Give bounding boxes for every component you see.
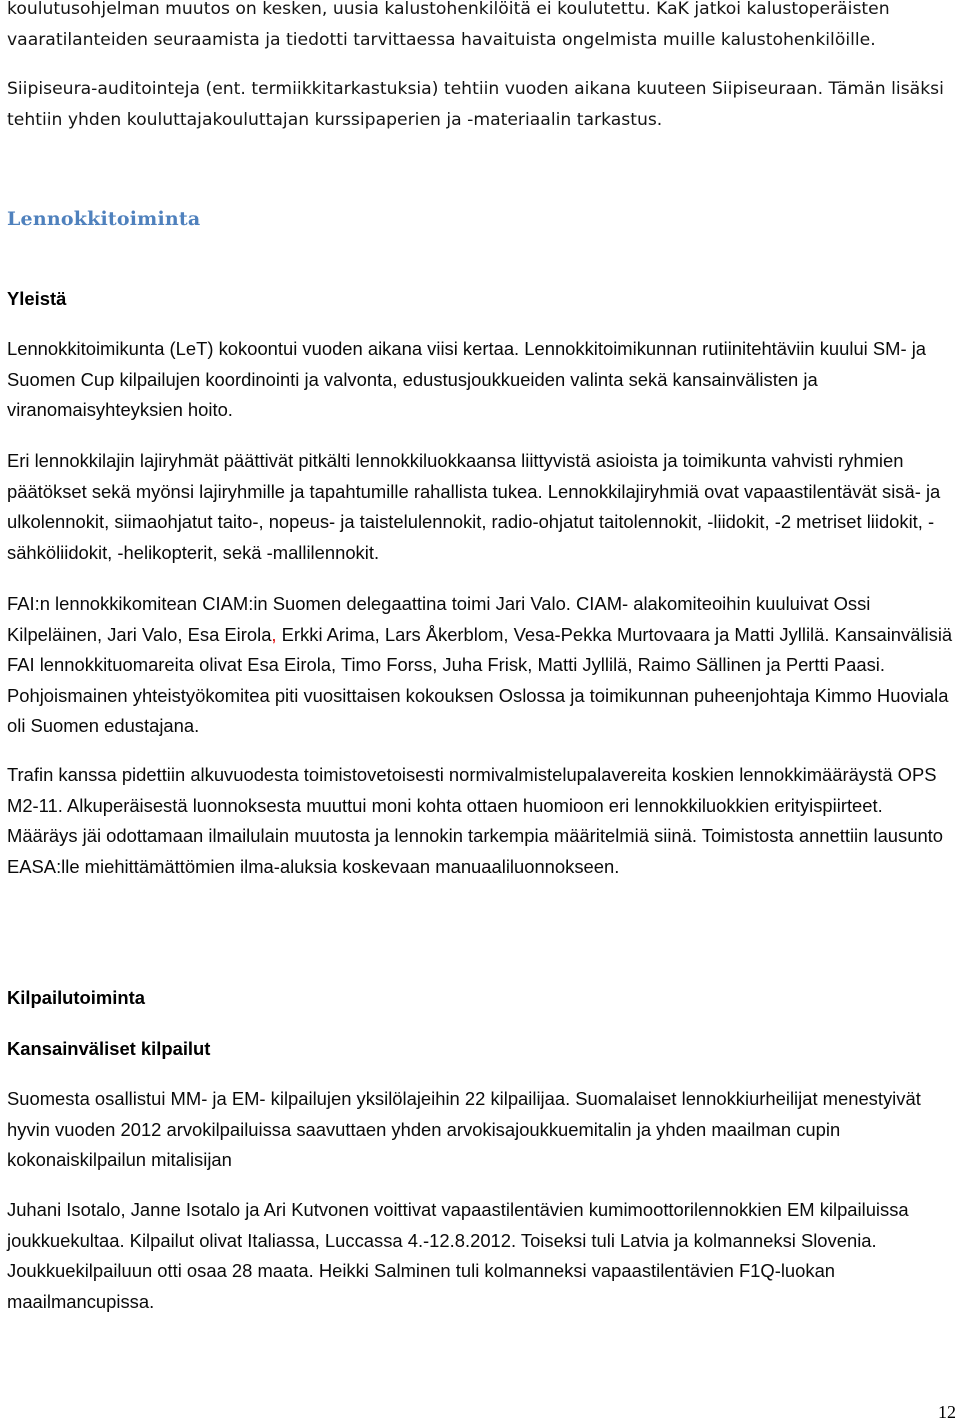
page-number: 12 [938,1402,956,1422]
intro-paragraph-1: koulutusohjelman muutos on kesken, uusia kalustohenkilöitä ei koulutettu. KaK jatkoi kalustoperäisten vaaratilanteiden seuraamista ja tiedotti tarvittaessa havaituista ongelmista muille kalustohenkilöille. [7,0,890,50]
red-comma: , [271,623,277,645]
kilpailu-paragraph-1: Suomesta osallistui MM- ja EM- kilpailujen yksilölajeihin 22 kilpailijaa. Suomalaiset lennokkiurheilijat menestyivät hyvin vuoden 2012 arvokilpailuissa saavuttaen yhden arvokisajoukkuemitalin ja yhden maailman cupin kokonaiskilpailun mitalisijan [7,1088,921,1171]
section-title-lennokkitoiminta: Lennokkitoiminta [7,208,201,230]
lennokki-paragraph-4: Trafin kanssa pidettiin alkuvuodesta toimistovetoisesti normivalmistelupalavereita koskien lennokkimääräystä OPS M2-11. Alkuperäisestä luonnoksesta muuttui moni kohta ottaen huomioon eri lennokkiluokkien erityispiirteet. Määräys jäi odottamaan ilmailulain muutosta ja lennokin tarkempia määritelmiä siinä. Toimistosta annettiin lausunto EASA:lle miehittämättömien ilma-aluksia koskevaan manuaaliluonnokseen. [7,764,944,877]
text-segment: FAI:n lennokkikomitean CIAM:in Suomen delegaattina toimi Jari Valo. CIAM- alakomiteoihin kuuluivat Ossi Kilpeläinen, Jari Valo, Esa Eirola [7,593,871,645]
subheading-kansainvaliset-kilpailut: Kansainväliset kilpailut [7,1038,211,1059]
lennokki-paragraph-2: Eri lennokkilajin lajiryhmät päättivät pitkälti lennokkiluokkaansa liittyvistä asioista ja toimikunta vahvisti ryhmien päätökset sekä myönsi lajiryhmille ja tapahtumille rahallista tukea. Lennokkilajiryhmiä ovat vapaastilentävät sisä- ja ulkolennokit, siimaohjatut taito-, nopeus- ja taistelulennokit, radio-ohjatut taitolennokit, -liidokit, -2 metriset liidokit, -sähköliidokit, -helikopterit, sekä -mallilennokit. [7,450,941,563]
text-segment: Erkki Arima, Lars Åkerblom, Vesa-Pekka Murtovaara ja Matti Jyllilä. Kansainvälisiä FAI lennokkituomareita olivat Esa Eirola, Timo Forss, Juha Frisk, Matti Jyllilä, Raimo Sällinen ja Pertti Paasi. Pohjoismainen yhteistyökomitea piti vuosittaisen kokouksen Oslossa ja toimikunnan puheenjohtaja Kimmo Huoviala oli Suomen edustajana. [7,623,953,737]
kilpailu-paragraph-2: Juhani Isotalo, Janne Isotalo ja Ari Kutvonen voittivat vapaastilentävien kumimoottorilennokkien EM kilpailuissa joukkuekultaa. Kilpailut olivat Italiassa, Luccassa 4.-12.8.2012. Toiseksi tuli Latvia ja kolmanneksi Slovenia. Joukkuekilpailuun otti osaa 28 maata. Heikki Salminen tuli kolmanneksi vapaastilentävien F1Q-luokan maailmancupissa. [7,1199,909,1312]
subheading-yleista: Yleistä [7,288,67,309]
lennokki-paragraph-3 [7,589,957,742]
intro-paragraph-2: Siipiseura-auditointeja (ent. termiikkitarkastuksia) tehtiin vuoden aikana kuuteen Siipiseuraan. Tämän lisäksi tehtiin yhden kouluttajakouluttajan kurssipaperien ja -materiaalin tarkastus. [7,79,944,130]
lennokki-paragraph-1: Lennokkitoimikunta (LeT) kokoontui vuoden aikana viisi kertaa. Lennokkitoimikunnan rutiinitehtäviin kuului SM- ja Suomen Cup kilpailujen koordinointi ja valvonta, edustusjoukkueiden valinta sekä kansainvälisten ja viranomaisyhteyksien hoito. [7,338,927,421]
heading-kilpailutoiminta: Kilpailutoiminta [7,987,145,1008]
